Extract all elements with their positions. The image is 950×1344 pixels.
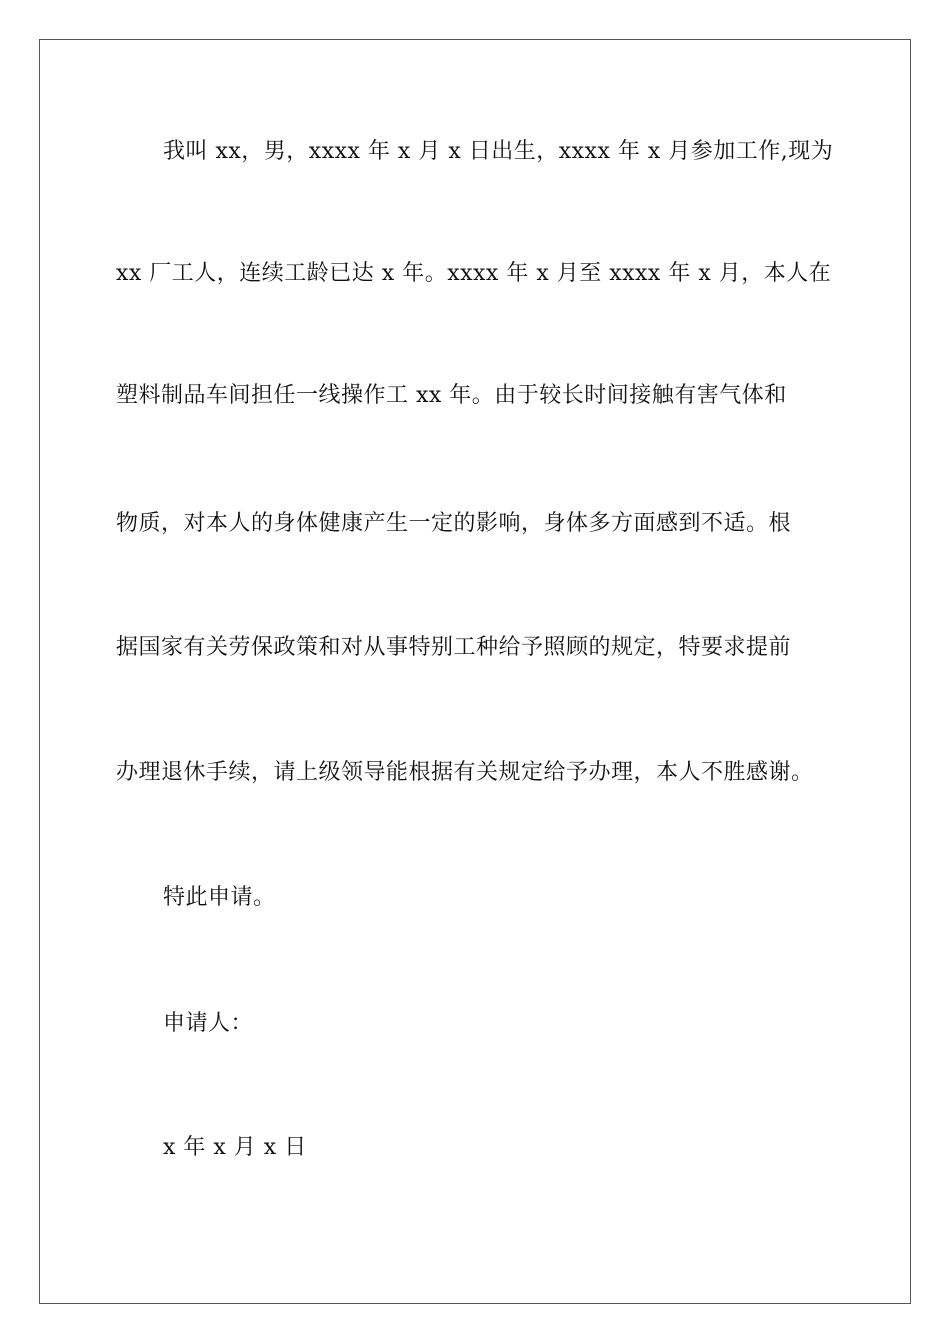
applicant-label: 申请人：	[163, 1011, 254, 1036]
page-frame	[39, 39, 911, 1304]
closing-text: 特此申请。	[163, 885, 276, 910]
body-line-2: xx 厂工人，连续工龄已达 x 年。xxxx 年 x 月至 xxxx 年 x 月，本人在	[116, 261, 832, 286]
date-line: x 年 x 月 x 日	[163, 1135, 307, 1160]
body-line-5: 据国家有关劳保政策和对从事特别工种给予照顾的规定，特要求提前	[116, 635, 792, 660]
body-line-3: 塑料制品车间担任一线操作工 xx 年。由于较长时间接触有害气体和	[116, 383, 787, 408]
body-line-4: 物质，对本人的身体健康产生一定的影响，身体多方面感到不适。根	[116, 511, 792, 536]
body-line-1: 我叫 xx，男，xxxx 年 x 月 x 日出生，xxxx 年 x 月参加工作,现为	[163, 139, 834, 164]
body-line-6: 办理退休手续，请上级领导能根据有关规定给予办理，本人不胜感谢。	[116, 760, 814, 785]
